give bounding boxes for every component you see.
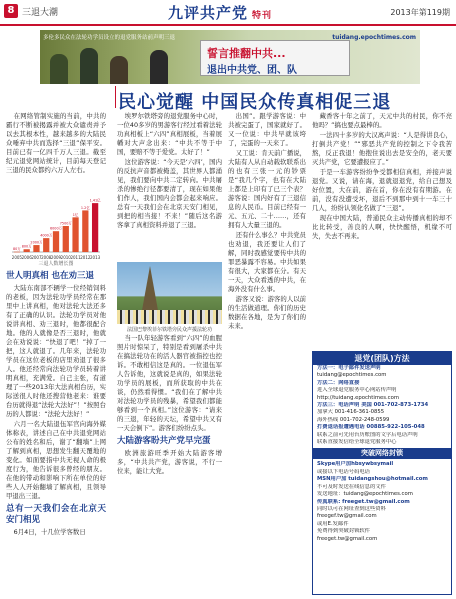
box-line[interactable]: freegef.tw@gmail.com: [317, 513, 377, 520]
page-header: [0, 0, 456, 26]
banner-sign: [200, 40, 350, 76]
box-lines: [313, 365, 451, 446]
bar-2012: [82, 210, 88, 252]
box-line: Skype用户加hbsywbsymail: [317, 461, 394, 468]
banner-sign-line1: 誓言推翻中共...: [207, 47, 286, 60]
col2-paragraph-2: 这位游客说：“今天是‘六四’，国内的反抗声音都被掩盖，其世界人都涌见，我们要向中共二定转向。中共屠杀的惨绝行径都要清了，现在如果他们作人，我们国内会都会起来响应。总有一天我们会在北京天安门相见，到把的相当接！不来！”随后这名游客拿了真相资料并退了三退。: [117, 158, 222, 229]
col1-paragraph-3: 六月一名大陆退伍军官向海外媒体称表，讲述自己在中共退党网站公布的姓名和后，谢了“翻墙”上网了解到真相，思想发生翻天覆地的变化。如面要指中共无视人命的极度行为，他告诉很多曾经的朋友。在他的带动和影响下所在单位的好些人人开始翻墙了解真相，且领导甲退出三退。: [6, 420, 106, 500]
tick-label-2013: 2013: [90, 255, 101, 260]
tick-label-2011: 2011: [70, 255, 81, 260]
tuidang-methods-box: [312, 351, 452, 595]
col4-paragraph-4: 现在中国大陆，普通民众主动传播真相的却不比比转受，善良的人啊，快快醒悟，机缘不可失，失去不再来。: [312, 214, 452, 240]
bar-2006: [24, 249, 30, 252]
issue-number: 2013年第119期: [390, 8, 450, 17]
box-line[interactable]: http://tuidang.epochtimes.com: [317, 394, 399, 401]
bar-2013: [92, 203, 98, 252]
col1-subheading-2: 总有一天我们会在北京天安门相见: [6, 504, 106, 525]
col1-paragraph-4: 6月4日，十几位学客数日: [13, 528, 86, 536]
box-line: 方法一：电子邮件发送声明: [317, 365, 381, 371]
box-line: 方法三：电话声明 美国 001-702-873-1734: [317, 402, 429, 409]
headline-rule: [115, 86, 116, 108]
page-number: 8: [4, 4, 18, 18]
tick-label-2012: 2012: [80, 255, 91, 260]
col4-paragraph-1: 藏香客十年之前了，天元中共的村民，你不亮他吗？”搞也要点最棒的。: [312, 112, 452, 129]
box-lines-2: [313, 461, 451, 542]
box-line: 加拿大 001-416-361-0855: [317, 409, 385, 416]
col4-paragraph-3: 于是一车游客纷纷争受都相信真相，并接声说退党。又说，请在海，退就退退党，给自己想及好位置，大在前，游在首，你在没有有期游。在前，没有没遭受坏，退后不到那中到十一车三十几人，纷纷认领化名做了“三退”。: [312, 168, 452, 212]
value-label-2006: 800万: [21, 244, 32, 249]
section-title: 三退大潮: [22, 8, 59, 18]
box-line: 打费退话报遭遇电话 00885-922-105-048: [317, 424, 425, 431]
col4-paragraph-2: 一法四十多岁的大汉离声说：“人是得讲良心，打倒共产党！”“邪恶共产党的控制之下令我苦熬，反正我退！他抱住说出去是安全的，老天要灭共产党，它要遭报应了。”: [312, 131, 452, 166]
tick-label-2008: 2008: [41, 255, 52, 260]
publication-title: 九评共产党 特刊: [168, 4, 273, 22]
column-1-bottom: [6, 268, 106, 596]
bar-2005: [14, 252, 20, 253]
banner-caption: 多伦多民众在法轮功学员设立的退党服务站前声明三退: [43, 35, 176, 41]
value-label-2011: 1亿: [72, 212, 79, 217]
tick-label-2007: 2007: [31, 255, 42, 260]
tick-label-2005: 2005: [11, 255, 22, 260]
eiffel-tower-photo: [117, 262, 222, 324]
tick-label-2010: 2010: [60, 255, 71, 260]
col2-paragraph-4: 欧洲旅游旺季开始大陆游客增多，“中共共产党，游客说，不行一位来，能让大党。: [117, 449, 222, 475]
col2-paragraph-1: 埃罗尔铁塔旁的退党服务中心时，一位40多岁的男游客行经过看着法轮功真相板上“六四”真相展板，当着展幡对大声念出来：“中共不等于中国，要赔不等于爱党。太好了！”: [117, 112, 222, 156]
col1-subheading-1: 世人明真相 也在劝三退: [6, 271, 94, 281]
value-label-2007: 2000万: [30, 240, 43, 245]
column-2-top: [117, 112, 222, 260]
value-label-2010: 7500万: [59, 221, 72, 226]
box-line[interactable]: freeget.tw@gmail.com: [317, 535, 378, 542]
bar-2008: [43, 238, 49, 252]
box-line: 方法二：网络直接: [317, 379, 360, 386]
col3-paragraph-3: 还有什么事么？中共党员也劝退，我还要让人们了解，同时我感觉要传中共的罪恶暴露不容易。中共如果有很大，大家都在分。有天一天，大众看透的中共，在海外没有什么事。: [228, 231, 306, 293]
bar-2007: [33, 245, 39, 252]
box-line: 或用E.发邮件: [317, 520, 349, 527]
box-line[interactable]: 传真联系: freeget.tw@gmail.com: [317, 498, 410, 505]
col1-paragraph-2: 大陆东南部不辆学一位经销饲料的老板，因为法轮功学员经常在那里中上讲真相，他对法轮大法还多有了正确的认识。法轮功学员对他说讲真相、劝三退时，他都很配合地。他的人就像是否三退时，他就会在劝说说：“快退了吧！”掉了一把，这人就退了。几年来，法轮功学员在这位老板的店里劝退了很多人。他还经常向法轮功学员转着讲明真相，充满爱。自己主张，有道理了一些2013年大法真相台历，实际送很人时他还搜营他老来：谁要台历就得退“法轮大法好”！”按照台历的人都说：“法轮大法好！”: [6, 284, 106, 418]
photo-caption: 法国巴黎埃菲尔铁塔旁民众声援法轮功: [126, 327, 212, 333]
box-line[interactable]: tuidang@epochtimes.com: [317, 372, 387, 379]
column-4: [312, 112, 452, 348]
col1-paragraph-1: 在网络管制实施的当前，中共的霸行不断被揭露并被大众谴责并予以去其根本性，越来越多的大陆民众唾弃中共而选择“三退”保平安。目前已有一亿四千万人三退。截至纪元退党网站统计，目前每天登记三退的民众都约六万人左右。: [6, 112, 106, 174]
banner-site: tuidang.epochtimes.com: [332, 34, 416, 41]
box-line[interactable]: 发送地址：tuidang@epochtimes.com: [317, 491, 413, 498]
col3-paragraph-2: 又工说：肯天前广播说，大陆有人从自动载软联系出的也有三张一元的钞票是“我几个字，也有在大陆上都是上印有了已三个表？游客说：国内好有了三退信息的人民币。目前已经有一元、五元、二十……，还有拥有人大量三退的。: [228, 149, 306, 229]
box-line: 免费得到突破封锁软件: [317, 528, 370, 535]
column-2-bottom: [117, 334, 222, 596]
box-subtitle: 突破网络封锁: [313, 448, 451, 459]
value-label-2012: 1.2亿: [80, 205, 90, 210]
box-line: 海外热线 001-702-248-0599: [317, 416, 390, 423]
col2-subheading: 大陆游客盼共产党早完蛋: [117, 436, 211, 446]
value-label-2009: 6000万: [49, 226, 63, 231]
column-3: [228, 112, 306, 596]
tuidang-growth-chart: [8, 192, 104, 262]
tick-label-2006: 2006: [21, 255, 32, 260]
tick-label-2009: 2009: [50, 255, 62, 260]
value-label-2013: 1.41亿: [89, 198, 101, 203]
box-line: 或接以下电话号码电话: [317, 468, 370, 475]
column-1-top: [6, 112, 106, 192]
box-line: 同时以可在网址查到这些资料: [317, 505, 386, 512]
bar-2010: [63, 226, 69, 252]
value-label-2008: 4000万: [40, 233, 53, 238]
box-line: 不可及时发送在线信息的文件: [317, 483, 386, 490]
col2-paragraph-3: 当一队年轻游客看到“六四”的血腥照片时惊呆了，特别是看到屠杀中共在搞法轮功在的活人器官被指控也控诉。不敢相信这是真的。一位退伍军人告诉他，这就说是真的，如果法轮功学员的展板，而所获取的中共在谈，仍然看得惯。“我们在了解中共对法轮功学员的残暴，希望我们都能够看到一个真相。”这位游客：“请来的三退，年轻的天坛，希望中共又有一天会倒下”。游客们纷纷点头。: [117, 334, 222, 432]
box-title: 退党(团队)方法: [313, 352, 451, 365]
headline: 民心觉醒 中国民众传真相促三退: [118, 92, 392, 113]
box-line: 进入全球退党服务中心网站传声明: [317, 387, 397, 394]
chart-caption: 三退人数增长图: [38, 261, 74, 267]
value-label-2005: 80万: [13, 247, 21, 252]
banner-photo: [40, 30, 420, 84]
col3-paragraph-4: 游客又说：游客的人以前的生活做道理。你们的历史数据在各地，是为了你们的未来。: [228, 295, 306, 330]
bar-2011: [72, 217, 78, 252]
col3-paragraph-1: 出国”。跟学游客说：中共被完蛋了，国家就好了。又一位说：中共早就该垮了，完蛋的一天来了。: [228, 112, 306, 147]
box-line[interactable]: MSN用户加 tuidangshou@hotmail.com: [317, 476, 428, 483]
box-line: 联系直接发信给全球退党服务中心: [317, 439, 397, 446]
banner-sign-line2: 退出中共党、团、队: [207, 65, 297, 76]
box-line: 联系之前可先用台历账图的文字后电话声明: [317, 431, 418, 438]
bar-2009: [53, 231, 59, 252]
